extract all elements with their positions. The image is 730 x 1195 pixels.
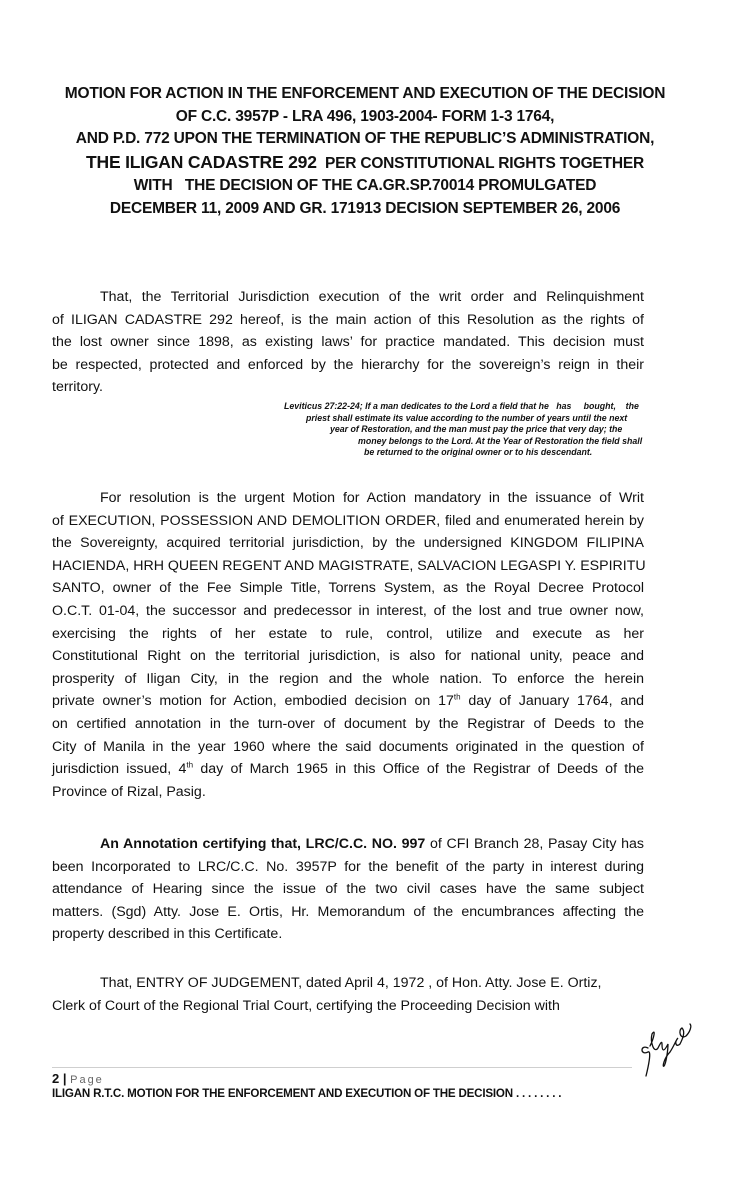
title-line [0, 151, 730, 176]
text-line: on certified annotation in the turn-over of document by the Registrar of Deeds to the [52, 715, 644, 732]
ordinal-suffix: th [186, 760, 194, 770]
text-line: Province of Rizal, Pasig. [52, 783, 206, 800]
quote-line: priest shall estimate its value according to the number of years until the next [306, 412, 628, 423]
text-line: of ILIGAN CADASTRE 292 hereof, is the main action of this Resolution as the rights of [52, 311, 644, 328]
bold-lead: An Annotation certifying that, LRC/C.C. NO. 997 [100, 836, 426, 852]
text-span: For resolution is the urgent Motion for Action mandatory in the issuance of Writ [100, 490, 644, 506]
page-number-value: 2 [52, 1071, 60, 1086]
title-emphasis: THE ILIGAN CADASTRE 292 [86, 151, 317, 172]
text-line: the Sovereignty, acquired territorial jurisdiction, by the undersigned KINGDOM FILIPINA [52, 535, 644, 552]
text-line: be respected, protected and enforced by the hierarchy for the sovereign’s reign in their [52, 356, 644, 373]
text-line [52, 690, 644, 713]
quote-line: money belongs to the Lord. At the Year of Restoration the field shall [358, 435, 643, 446]
text-line: City of Manila in the year 1960 where the said documents originated in the question of [52, 738, 644, 755]
text-line [52, 286, 644, 309]
page-number [52, 1071, 104, 1086]
document-title [0, 83, 730, 220]
text-span: That, the Territorial Jurisdiction execution of the writ order and Relinquishment [100, 289, 644, 305]
paragraph-annotation [52, 833, 644, 946]
text-line [52, 758, 644, 781]
page-label: Page [70, 1074, 104, 1086]
text-line: been Incorporated to LRC/C.C. No. 3957P for the benefit of the party in interest during [52, 858, 644, 875]
leviticus-quote [284, 401, 642, 459]
ordinal-suffix: th [453, 692, 461, 702]
text-line: Constitutional Right on the territorial jurisdiction, is also for national unity, peace and [52, 648, 644, 665]
text-line: of EXECUTION, POSSESSION AND DEMOLITION ORDER, filed and enumerated herein by [52, 512, 644, 529]
text-span: day of January 1764, and [460, 693, 644, 710]
signature-icon [634, 1018, 704, 1078]
title-line: WITH THE DECISION OF THE CA.GR.SP.70014 PROMULGATED [133, 177, 597, 194]
text-line: SANTO, owner of the Fee Simple Title, Torrens System, as the Royal Decree Protocol [52, 580, 644, 597]
footer-divider [52, 1067, 632, 1068]
text-line: the lost owner since 1898, as existing laws’ for practice mandated. This decision must [52, 334, 644, 351]
text-line [52, 487, 644, 510]
title-line: AND P.D. 772 UPON THE TERMINATION OF THE REPUBLIC’S ADMINISTRATION, [75, 130, 655, 147]
quote-line: be returned to the original owner or to his descendant. [364, 447, 593, 457]
text-span: private owner’s motion for Action, embodied decision on 17 [52, 693, 454, 710]
paragraph-territorial-jurisdiction [52, 286, 644, 399]
text-line: Clerk of Court of the Regional Trial Court, certifying the Proceeding Decision with [52, 997, 560, 1014]
text-line: matters. (Sgd) Atty. Jose E. Ortis, Hr. Memorandum of the encumbrances affecting the [52, 903, 644, 920]
text-span: day of March 1965 in this Office of the Registrar of Deeds of the [193, 761, 645, 778]
paragraph-entry-of-judgement [52, 972, 644, 1017]
text-line: prosperity of Iligan City, in the region and the whole nation. To enforce the herein [52, 670, 644, 687]
title-line: OF C.C. 3957P - LRA 496, 1903-2004- FORM 1-3 1764, [175, 107, 555, 125]
text-line: property described in this Certificate. [52, 926, 283, 943]
text-span: jurisdiction issued, 4 [52, 761, 187, 778]
paragraph-resolution [52, 487, 644, 803]
text-span: That, ENTRY OF JUDGEMENT, dated April 4, 1972 , of Hon. Atty. Jose E. Ortiz, [100, 975, 602, 991]
text-line [52, 833, 644, 856]
running-footer: ILIGAN R.T.C. MOTION FOR THE ENFORCEMENT AND EXECUTION OF THE DECISION . . . . . . . . [52, 1087, 562, 1100]
title-line: DECEMBER 11, 2009 AND GR. 171913 DECISION SEPTEMBER 26, 2006 [109, 199, 621, 217]
text-line: O.C.T. 01-04, the successor and predecessor in interest, of the lost and true owner now, [52, 602, 644, 619]
text-line [52, 972, 644, 995]
quote-line: Leviticus 27:22-24; If a man dedicates to the Lord a field that he has bought, the [284, 401, 639, 411]
title-line-rest: PER CONSTITUTIONAL RIGHTS TOGETHER [324, 154, 644, 172]
text-span: of CFI Branch 28, Pasay City has [425, 836, 644, 852]
text-line: exercising the rights of her estate to rule, control, utilize and execute as her [52, 625, 644, 642]
quote-line: year of Restoration, and the man must pay the price that very day; the [330, 424, 623, 434]
title-line: MOTION FOR ACTION IN THE ENFORCEMENT AND EXECUTION OF THE DECISION [64, 85, 666, 102]
page-separator: | [59, 1071, 71, 1086]
text-line: territory. [52, 379, 103, 396]
text-line: HACIENDA, HRH QUEEN REGENT AND MAGISTRATE, SALVACION LEGASPI Y. ESPIRITU [52, 557, 646, 574]
text-line: attendance of Hearing since the issue of the two civil cases have the same subject [52, 881, 644, 898]
